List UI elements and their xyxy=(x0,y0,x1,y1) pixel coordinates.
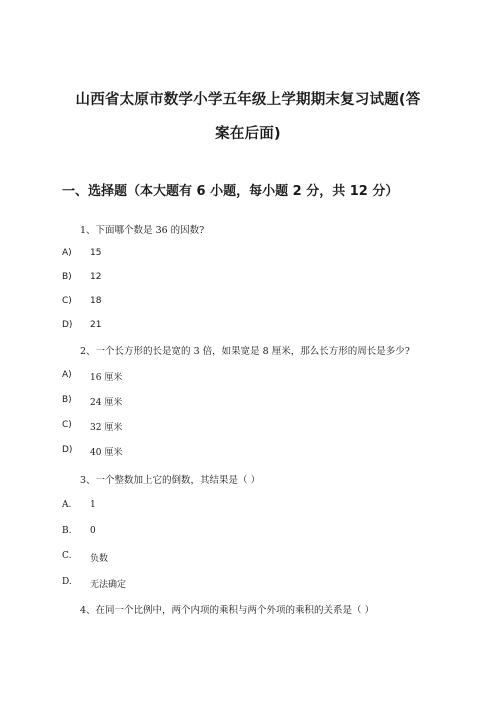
question-2-option-b xyxy=(62,395,122,408)
option-letter: B) xyxy=(62,272,72,282)
question-4-text: 4、在同一个比例中，两个内项的乘积与两个外项的乘积的关系是（ ） xyxy=(80,605,375,616)
option-value: 40 厘米 xyxy=(90,448,123,458)
question-3-option-d xyxy=(62,577,126,590)
section-heading: 一、选择题（本大题有 6 小题，每小题 2 分，共 12 分） xyxy=(62,184,399,199)
document-title-line-1: 山西省太原市数学小学五年级上学期期末复习试题(答 xyxy=(75,92,421,108)
question-2-option-a xyxy=(62,370,122,383)
option-letter: C) xyxy=(62,420,72,430)
question-2-text: 2、一个长方形的长是宽的 3 倍，如果宽是 8 厘米，那么长方形的周长是多少? xyxy=(80,346,410,357)
option-letter: C. xyxy=(62,551,72,561)
option-value: 负数 xyxy=(90,554,109,564)
option-value: 15 xyxy=(90,248,102,258)
option-letter: A) xyxy=(62,370,72,380)
question-3-text: 3、一个整数加上它的倒数，其结果是（ ） xyxy=(80,475,261,486)
document-title-line-2: 案在后面) xyxy=(215,126,281,142)
option-letter: B. xyxy=(62,526,72,536)
question-3-option-c xyxy=(62,551,108,564)
question-1-text: 1、下面哪个数是 36 的因数? xyxy=(80,225,205,236)
question-1-option-c xyxy=(62,296,101,306)
option-value: 12 xyxy=(90,272,102,282)
option-value: 0 xyxy=(90,526,96,536)
option-value: 32 厘米 xyxy=(90,423,123,433)
question-1-option-a xyxy=(62,248,101,258)
option-letter: C) xyxy=(62,296,72,306)
question-3-option-a xyxy=(62,500,96,510)
option-value: 24 厘米 xyxy=(90,398,123,408)
option-value: 18 xyxy=(90,296,102,306)
option-letter: D. xyxy=(62,577,72,587)
option-value: 16 厘米 xyxy=(90,373,123,383)
question-1-option-d xyxy=(62,320,101,330)
option-value: 1 xyxy=(90,500,96,510)
option-value: 无法确定 xyxy=(90,580,127,590)
question-1-option-b xyxy=(62,272,101,282)
option-letter: A. xyxy=(62,500,72,510)
question-3-option-b xyxy=(62,526,96,536)
question-2-option-c xyxy=(62,420,122,433)
option-letter: D) xyxy=(62,320,73,330)
option-letter: D) xyxy=(62,445,73,455)
option-value: 21 xyxy=(90,320,102,330)
option-letter: A) xyxy=(62,248,72,258)
option-letter: B) xyxy=(62,395,72,405)
question-2-option-d xyxy=(62,445,122,458)
